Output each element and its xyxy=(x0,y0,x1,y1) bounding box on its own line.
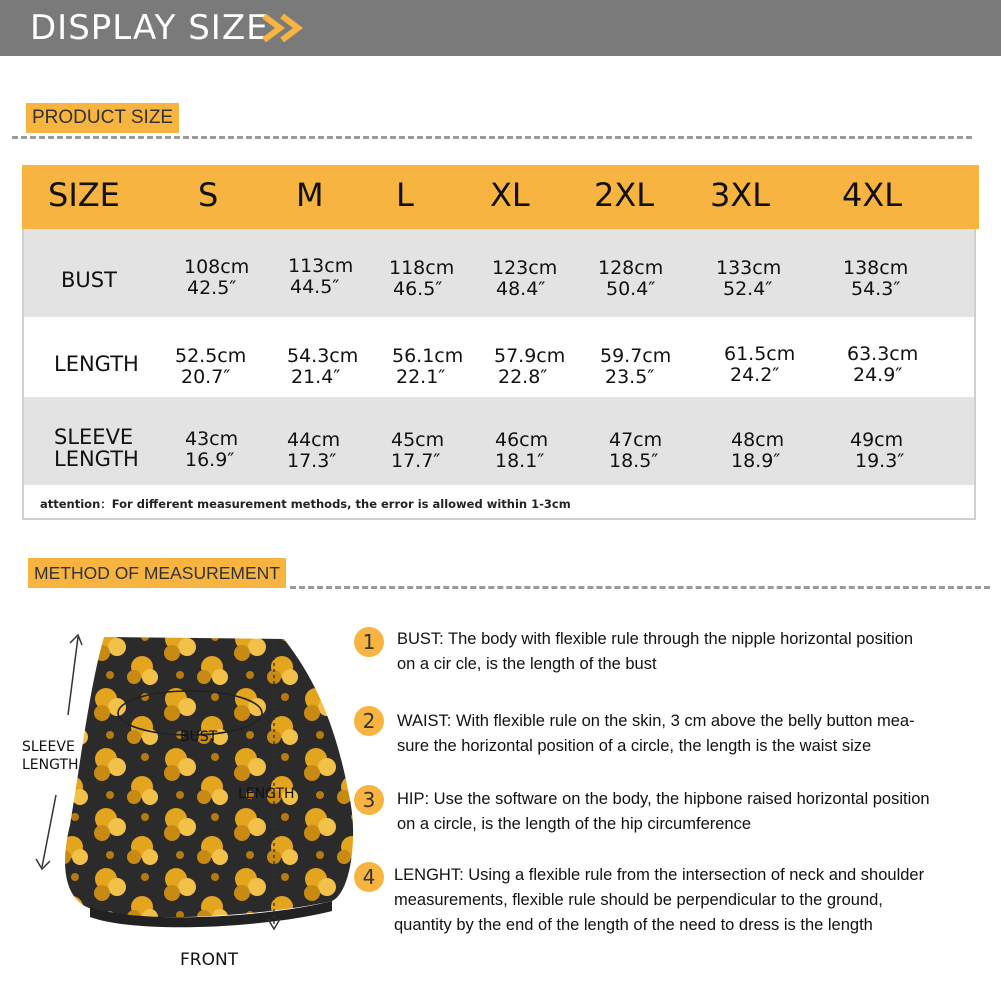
length-m-cm: 54.3cm xyxy=(287,345,359,367)
bust-4xl-inch: 54.3″ xyxy=(851,278,901,300)
bust-2xl-cm: 128cm xyxy=(598,257,664,279)
length-2xl-inch: 23.5″ xyxy=(605,366,655,388)
length-3xl-inch: 24.2″ xyxy=(730,364,780,386)
sleeve-xl-inch: 18.1″ xyxy=(495,450,545,472)
step-text-1 xyxy=(397,627,992,677)
step-2-line-2: sure the horizontal position of a circle, the length is the waist size xyxy=(397,737,872,755)
sleeve-3xl-cm: 48cm xyxy=(731,429,785,451)
step-number-3: 3 xyxy=(354,785,384,815)
length-s-inch: 20.7″ xyxy=(181,366,231,388)
product-size-divider xyxy=(12,136,972,139)
figure-label-front: FRONT xyxy=(180,950,239,970)
step-number-4: 4 xyxy=(354,862,384,892)
header-3xl: 3XL xyxy=(710,176,771,214)
step-number-1: 1 xyxy=(354,627,384,657)
bust-m-cm: 113cm xyxy=(288,255,354,277)
bust-2xl-inch: 50.4″ xyxy=(606,278,656,300)
row-label-bust: BUST xyxy=(61,268,117,292)
figure-label-sleeve-1: SLEEVE xyxy=(22,739,75,755)
bust-l-cm: 118cm xyxy=(389,257,455,279)
length-xl-inch: 22.8″ xyxy=(498,366,548,388)
row-label-length: LENGTH xyxy=(54,352,139,376)
step-4-line-2: measurements, flexible rule should be perpendicular to the ground, xyxy=(394,891,883,909)
header-m: M xyxy=(296,176,324,214)
sleeve-s-cm: 43cm xyxy=(185,428,239,450)
bust-l-inch: 46.5″ xyxy=(393,278,443,300)
bust-m-inch: 44.5″ xyxy=(290,276,340,298)
bust-s-cm: 108cm xyxy=(184,256,250,278)
step-3-line-1: HIP: Use the software on the body, the hipbone raised horizontal position xyxy=(397,790,930,808)
sleeve-l-inch: 17.7″ xyxy=(391,450,441,472)
step-number-2: 2 xyxy=(354,706,384,736)
figure-label-length: LENGTH xyxy=(238,786,295,802)
step-4-line-1: LENGHT: Using a flexible rule from the intersection of neck and shoulder xyxy=(394,866,925,884)
banner-title: DISPLAY SIZE xyxy=(30,8,269,48)
bust-3xl-cm: 133cm xyxy=(716,257,782,279)
sleeve-2xl-inch: 18.5″ xyxy=(609,450,659,472)
product-size-label: PRODUCT SIZE xyxy=(26,103,179,133)
header-2xl: 2XL xyxy=(594,176,655,214)
step-1-line-2: on a cir cle, is the length of the bust xyxy=(397,655,657,673)
sleeve-3xl-inch: 18.9″ xyxy=(731,450,781,472)
step-1-line-1: BUST: The body with flexible rule through the nipple horizontal position xyxy=(397,630,914,648)
sleeve-4xl-cm: 49cm xyxy=(850,429,904,451)
length-l-cm: 56.1cm xyxy=(392,345,464,367)
step-2-line-1: WAIST: With flexible rule on the skin, 3 cm above the belly button mea- xyxy=(397,712,915,730)
method-divider xyxy=(290,586,990,589)
sleeve-s-inch: 16.9″ xyxy=(185,449,235,471)
sleeve-m-cm: 44cm xyxy=(287,429,341,451)
sleeve-m-inch: 17.3″ xyxy=(287,450,337,472)
row-label-sleeve-2: LENGTH xyxy=(54,447,139,471)
length-l-inch: 22.1″ xyxy=(396,366,446,388)
bust-4xl-cm: 138cm xyxy=(843,257,909,279)
bust-3xl-inch: 52.4″ xyxy=(723,278,773,300)
step-text-3 xyxy=(397,787,992,837)
length-xl-cm: 57.9cm xyxy=(494,345,566,367)
header-s: S xyxy=(198,176,219,214)
bust-xl-cm: 123cm xyxy=(492,257,558,279)
figure-label-bust: BUST xyxy=(180,729,218,745)
step-text-4 xyxy=(394,863,989,938)
double-chevron-right-icon xyxy=(262,14,308,42)
header-xl: XL xyxy=(490,176,530,214)
garment-illustration xyxy=(20,625,365,975)
header-l: L xyxy=(396,176,414,214)
length-s-cm: 52.5cm xyxy=(175,345,247,367)
step-text-2 xyxy=(397,709,992,759)
attention-note: attention：For different measurement methods, the error is allowed within 1-3cm xyxy=(40,497,571,511)
header-4xl: 4XL xyxy=(842,176,903,214)
header-size: SIZE xyxy=(48,176,120,214)
length-2xl-cm: 59.7cm xyxy=(600,345,672,367)
length-m-inch: 21.4″ xyxy=(291,366,341,388)
sleeve-xl-cm: 46cm xyxy=(495,429,549,451)
sleeve-4xl-inch: 19.3″ xyxy=(855,450,905,472)
bust-s-inch: 42.5″ xyxy=(187,277,237,299)
bust-xl-inch: 48.4″ xyxy=(496,278,546,300)
sleeve-2xl-cm: 47cm xyxy=(609,429,663,451)
sleeve-l-cm: 45cm xyxy=(391,429,445,451)
length-3xl-cm: 61.5cm xyxy=(724,343,796,365)
length-4xl-cm: 63.3cm xyxy=(847,343,919,365)
figure-label-sleeve-2: LENGTH xyxy=(22,757,79,773)
row-label-sleeve-1: SLEEVE xyxy=(54,425,134,449)
display-size-banner xyxy=(0,0,1001,56)
step-3-line-2: on a circle, is the length of the hip circumference xyxy=(397,815,752,833)
step-4-line-3: quantity by the end of the length of the need to dress is the length xyxy=(394,916,873,934)
method-label: METHOD OF MEASUREMENT xyxy=(28,558,286,588)
length-4xl-inch: 24.9″ xyxy=(853,364,903,386)
